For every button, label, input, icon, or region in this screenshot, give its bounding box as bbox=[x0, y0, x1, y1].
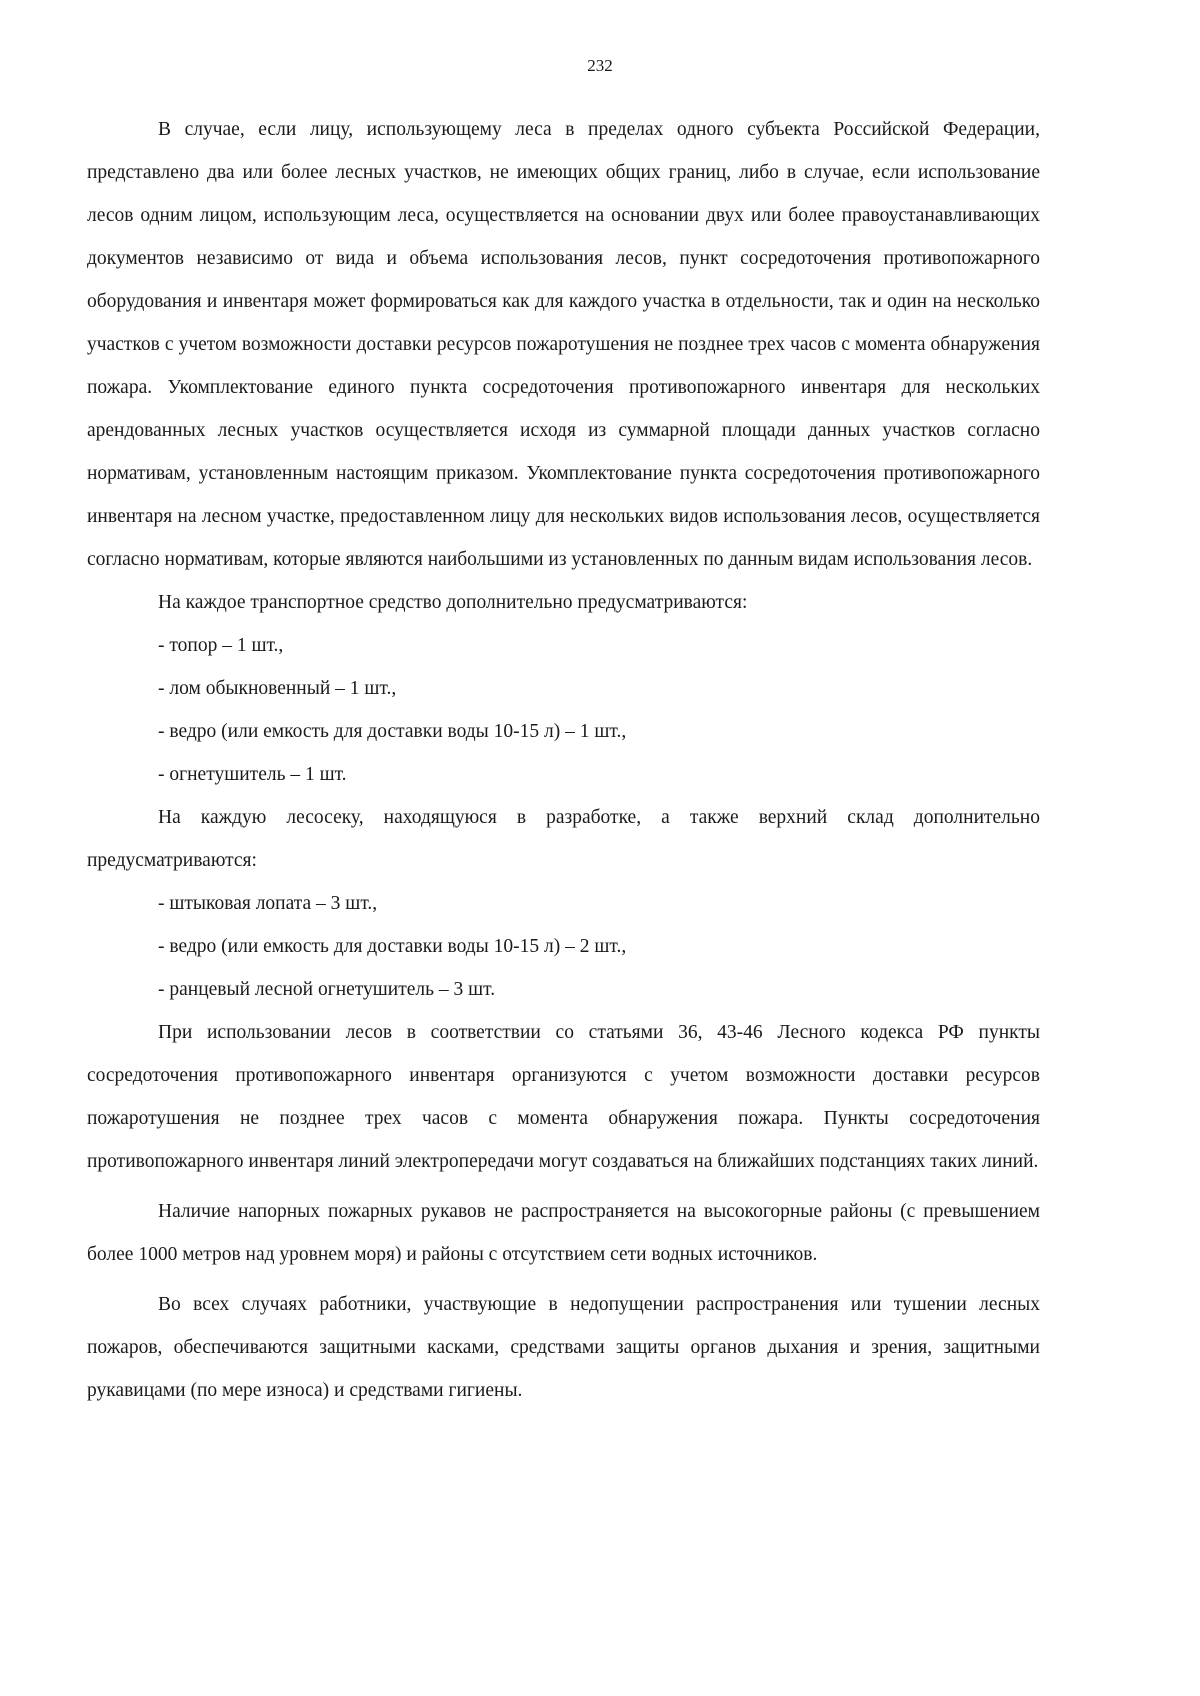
list-item: - лом обыкновенный – 1 шт., bbox=[158, 678, 397, 699]
cutting-area-requirements-intro: На каждую лесосеку, находящуюся в разработке, а также верхний склад дополнительно предусматриваются: bbox=[87, 807, 1040, 871]
list-item: - ранцевый лесной огнетушитель – 3 шт. bbox=[158, 979, 496, 1000]
list-item: - топор – 1 шт., bbox=[158, 635, 284, 656]
paragraph-worker-protection: Во всех случаях работники, участвующие в недопущении распространения или тушении лесных пожаров, обеспечиваются защитными касками, средствами защиты органов дыхания и зрения, защитными рукавицами (по мере износа) и средствами гигиены. bbox=[87, 1294, 1040, 1401]
list-item: - огнетушитель – 1 шт. bbox=[158, 764, 347, 785]
paragraph-forest-code-articles: При использовании лесов в соответствии со статьями 36, 43-46 Лесного кодекса РФ пункты сосредоточения противопожарного инвентаря организуются с учетом возможности доставки ресурсов пожаротушения не позднее трех часов с момента обнаружения пожара. Пункты сосредоточения противопожарного инвентаря линий электропередачи могут создаваться на ближайших подстанциях таких линий. bbox=[87, 1022, 1040, 1172]
paragraph-multiple-plots: В случае, если лицу, использующему леса в пределах одного субъекта Российской Федерации, представлено два или более лесных участков, не имеющих общих границ, либо в случае, если использование лесов одним лицом, использующим леса, осуществляется на основании двух или более правоустанавливающих документов независимо от вида и объема использования лесов, пункт сосредоточения противопожарного оборудования и инвентаря может формироваться как для каждого участка в отдельности, так и один на несколько участков с учетом возможности доставки ресурсов пожаротушения не позднее трех часов с момента обнаружения пожара. Укомплектование единого пункта сосредоточения противопожарного инвентаря для нескольких арендованных лесных участков осуществляется исходя из суммарной площади данных участков согласно нормативам, установленным настоящим приказом. Укомплектование пункта сосредоточения противопожарного инвентаря на лесном участке, предоставленном лицу для нескольких видов использования лесов, осуществляется согласно нормативам, которые являются наибольшими из установленных по данным видам использования лесов. bbox=[87, 119, 1040, 570]
list-item: - ведро (или емкость для доставки воды 10-15 л) – 1 шт., bbox=[158, 721, 627, 742]
vehicle-equipment-list bbox=[87, 624, 1040, 796]
document-body bbox=[87, 108, 1040, 1412]
list-item: - ведро (или емкость для доставки воды 10-15 л) – 2 шт., bbox=[158, 936, 627, 957]
cutting-area-equipment-list bbox=[87, 882, 1040, 1011]
page-number: 232 bbox=[587, 56, 613, 75]
vehicle-requirements-intro: На каждое транспортное средство дополнительно предусматриваются: bbox=[158, 592, 748, 613]
list-item: - штыковая лопата – 3 шт., bbox=[158, 893, 378, 914]
paragraph-fire-hoses: Наличие напорных пожарных рукавов не распространяется на высокогорные районы (с превышением более 1000 метров над уровнем моря) и районы с отсутствием сети водных источников. bbox=[87, 1201, 1040, 1265]
